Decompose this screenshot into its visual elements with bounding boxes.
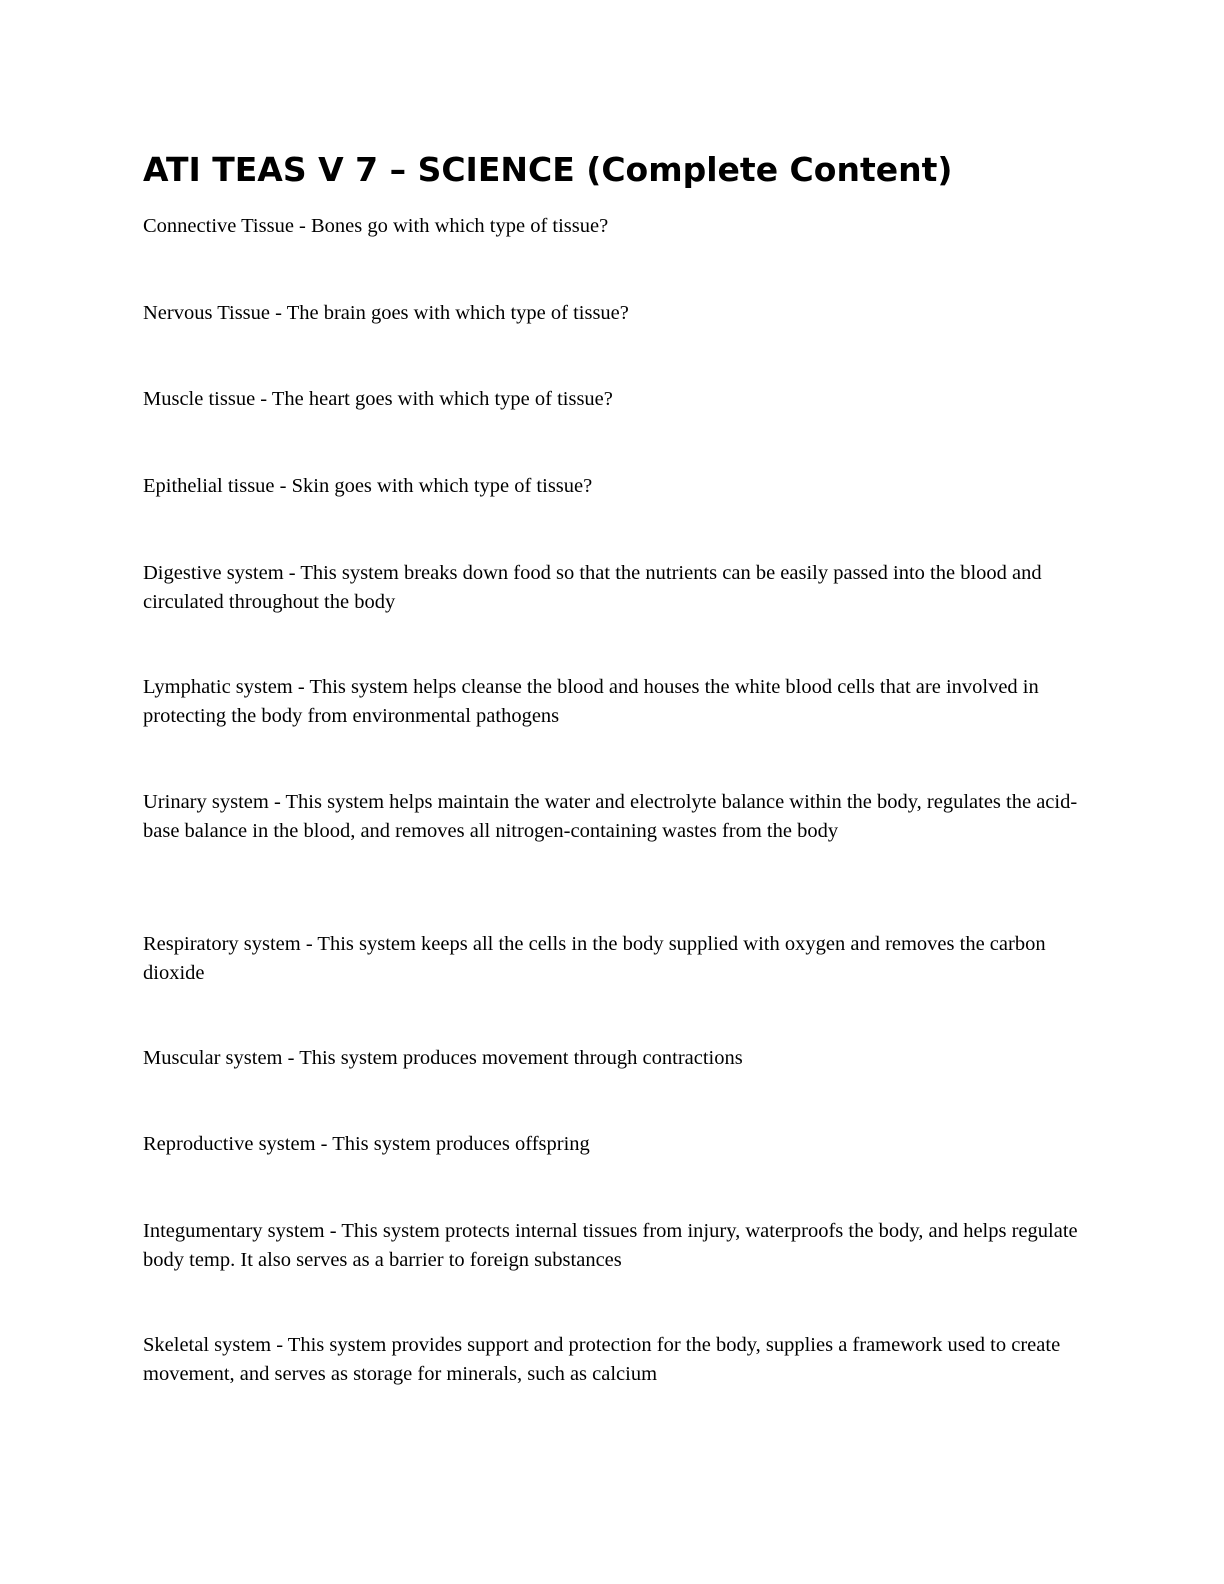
entry-urinary-system: Urinary system - This system helps maintain the water and electrolyte balance within the body, regulates the acid-base balance in the blood, and removes all nitrogen-containing wastes from the body xyxy=(143,791,1078,842)
entry-nervous-tissue: Nervous Tissue - The brain goes with which type of tissue? xyxy=(143,302,629,324)
entry-skeletal-system: Skeletal system - This system provides support and protection for the body, supplies a framework used to create movement, and serves as storage for minerals, such as calcium xyxy=(143,1334,1061,1385)
entry-integumentary-system: Integumentary system - This system protects internal tissues from injury, waterproofs the body, and helps regulate body temp. It also serves as a barrier to foreign substances xyxy=(143,1220,1078,1271)
entry-muscle-tissue: Muscle tissue - The heart goes with which type of tissue? xyxy=(143,388,613,410)
entry-connective-tissue: Connective Tissue - Bones go with which type of tissue? xyxy=(143,215,609,237)
entry-lymphatic-system: Lymphatic system - This system helps cleanse the blood and houses the white blood cells that are involved in protecting the body from environmental pathogens xyxy=(143,676,1039,727)
entry-respiratory-system: Respiratory system - This system keeps all the cells in the body supplied with oxygen and removes the carbon dioxide xyxy=(143,933,1046,984)
entry-reproductive-system: Reproductive system - This system produces offspring xyxy=(143,1133,590,1155)
document-title: ATI TEAS V 7 – SCIENCE (Complete Content) xyxy=(143,150,953,189)
entry-muscular-system: Muscular system - This system produces movement through contractions xyxy=(143,1047,743,1069)
entry-digestive-system: Digestive system - This system breaks down food so that the nutrients can be easily passed into the blood and circulated throughout the body xyxy=(143,562,1042,613)
entry-epithelial-tissue: Epithelial tissue - Skin goes with which type of tissue? xyxy=(143,475,593,497)
